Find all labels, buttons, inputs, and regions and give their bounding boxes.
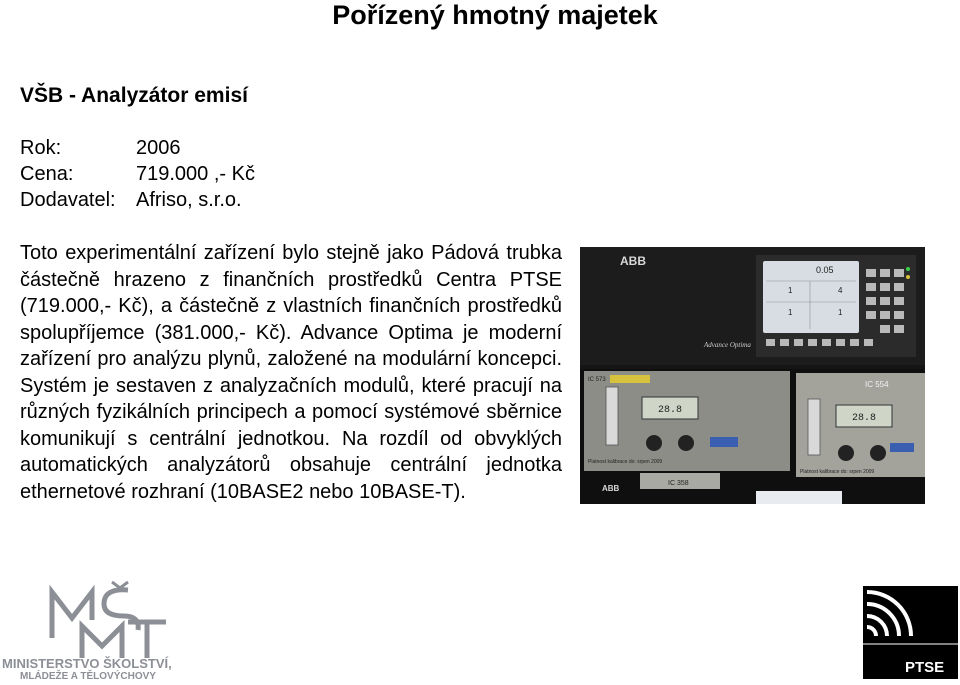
meta-price-row — [20, 161, 255, 187]
screen-value-1: 0.05 — [816, 265, 834, 275]
photo-panel-label: Advance Optima — [704, 341, 751, 349]
module-right-label: IC 554 — [865, 380, 889, 389]
meta-year-value: 2006 — [136, 137, 181, 159]
page-subtitle: VŠB - Analyzátor emisí — [20, 84, 248, 107]
meta-price-label: Cena: — [20, 163, 74, 185]
meta-price-value: 719.000 ,- Kč — [136, 163, 255, 185]
ptse-logo — [863, 586, 958, 679]
photo-brand-bottom: ABB — [602, 484, 620, 493]
meta-year-row — [20, 135, 255, 161]
analyzer-photo-drawing — [580, 247, 925, 504]
screen-value-3: 4 — [838, 286, 843, 295]
ptse-logo-drawing — [863, 586, 958, 679]
description-block — [20, 240, 562, 505]
meta-supplier-row — [20, 187, 255, 213]
module-left-note: Platnost kalibrace do: srpen 2009 — [588, 459, 663, 465]
screen-value-2: 1 — [788, 286, 793, 295]
msmt-logo — [0, 580, 200, 680]
module-right-display: 28.8 — [852, 413, 877, 424]
module-right-note: Platnost kalibrace do: srpen 2009 — [800, 469, 875, 475]
ptse-logo-text: PTSE — [905, 659, 945, 676]
msmt-logo-drawing — [0, 580, 200, 680]
meta-supplier-label: Dodavatel: — [20, 189, 116, 211]
module-bottom-label: IC 358 — [668, 480, 689, 487]
screen-value-5: 1 — [838, 308, 843, 317]
msmt-logo-line1: MINISTERSTVO ŠKOLSTVÍ, — [2, 656, 172, 671]
analyzer-photo — [580, 247, 925, 504]
meta-year-label: Rok: — [20, 137, 62, 159]
msmt-logo-line2: MLÁDEŽE A TĚLOVÝCHOVY — [20, 671, 156, 680]
photo-brand-top: ABB — [620, 254, 646, 268]
screen-value-4: 1 — [788, 308, 793, 317]
module-left-display: 28.8 — [658, 405, 683, 416]
meta-supplier-value: Afriso, s.r.o. — [136, 189, 242, 211]
module-left-label: IC 573 — [588, 377, 606, 383]
page-title: Pořízený hmotný majetek — [332, 0, 658, 30]
description-paragraph: Toto experimentální zařízení bylo stejně jako Pádová trubka částečně hrazeno z finančních prostředků Centra PTSE (719.000,- Kč), a částečně z vlastních finančních prostředků spolupříjemce (381.000,- Kč). Advance Optima je moderní zařízení pro analýzu plynů, založené na modulární koncepci. Systém je sestaven z analyzačních modulů, které pracují na různých fyzikálních principech a pomocí systémové sběrnice komunikují s centrální jednotkou. Na rozdíl od obvyklých automatických analyzátorů obsahuje centrální jednotka ethernetové rozhraní (10BASE2 nebo 10BASE-T). — [20, 242, 562, 503]
meta-info — [20, 135, 255, 213]
